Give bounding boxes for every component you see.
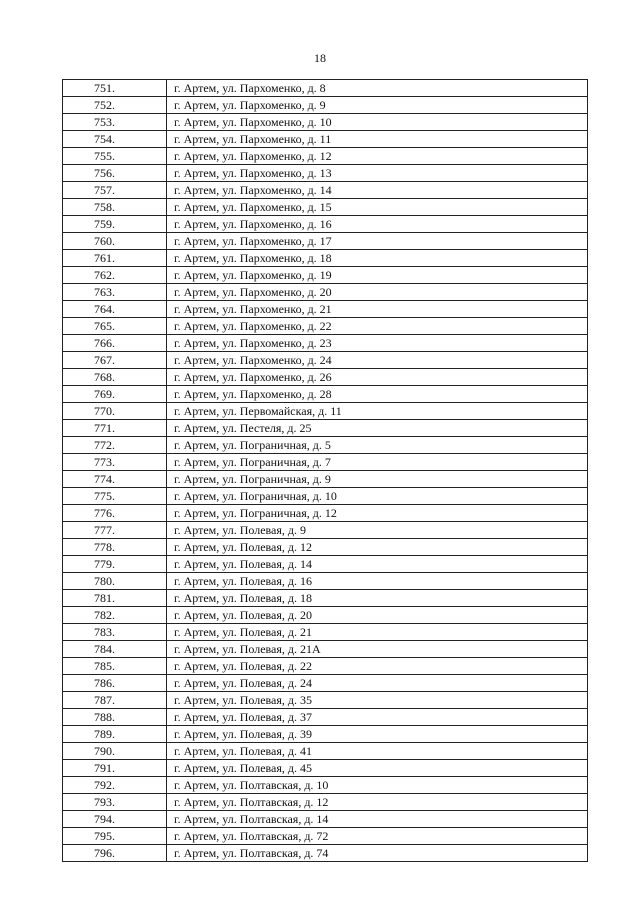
row-number-cell: 774. [63, 471, 167, 488]
address-cell: г. Артем, ул. Пархоменко, д. 16 [167, 216, 588, 233]
address-cell: г. Артем, ул. Пархоменко, д. 15 [167, 199, 588, 216]
row-number-cell: 764. [63, 301, 167, 318]
address-cell: г. Артем, ул. Пограничная, д. 9 [167, 471, 588, 488]
row-number-cell: 771. [63, 420, 167, 437]
row-number-cell: 792. [63, 777, 167, 794]
row-number-cell: 793. [63, 794, 167, 811]
row-number-cell: 754. [63, 131, 167, 148]
table-row [63, 794, 588, 811]
address-cell: г. Артем, ул. Пархоменко, д. 14 [167, 182, 588, 199]
address-cell: г. Артем, ул. Пархоменко, д. 28 [167, 386, 588, 403]
row-number-cell: 796. [63, 845, 167, 862]
table-row [63, 624, 588, 641]
address-cell: г. Артем, ул. Полевая, д. 35 [167, 692, 588, 709]
table-row [63, 97, 588, 114]
address-cell: г. Артем, ул. Пархоменко, д. 21 [167, 301, 588, 318]
row-number-cell: 753. [63, 114, 167, 131]
address-cell: г. Артем, ул. Пестеля, д. 25 [167, 420, 588, 437]
address-cell: г. Артем, ул. Пархоменко, д. 23 [167, 335, 588, 352]
table-row [63, 420, 588, 437]
address-table-body [63, 80, 588, 862]
row-number-cell: 758. [63, 199, 167, 216]
address-cell: г. Артем, ул. Полевая, д. 24 [167, 675, 588, 692]
table-row [63, 114, 588, 131]
row-number-cell: 777. [63, 522, 167, 539]
table-row [63, 233, 588, 250]
table-row [63, 828, 588, 845]
table-row [63, 505, 588, 522]
row-number-cell: 769. [63, 386, 167, 403]
table-row [63, 777, 588, 794]
row-number-cell: 782. [63, 607, 167, 624]
row-number-cell: 785. [63, 658, 167, 675]
table-row [63, 250, 588, 267]
row-number-cell: 756. [63, 165, 167, 182]
table-row [63, 318, 588, 335]
address-cell: г. Артем, ул. Пархоменко, д. 11 [167, 131, 588, 148]
address-cell: г. Артем, ул. Пархоменко, д. 8 [167, 80, 588, 97]
table-row [63, 607, 588, 624]
table-row [63, 760, 588, 777]
row-number-cell: 784. [63, 641, 167, 658]
address-cell: г. Артем, ул. Пархоменко, д. 13 [167, 165, 588, 182]
table-row [63, 182, 588, 199]
address-cell: г. Артем, ул. Пархоменко, д. 12 [167, 148, 588, 165]
row-number-cell: 755. [63, 148, 167, 165]
row-number-cell: 768. [63, 369, 167, 386]
row-number-cell: 757. [63, 182, 167, 199]
row-number-cell: 779. [63, 556, 167, 573]
address-cell: г. Артем, ул. Полевая, д. 41 [167, 743, 588, 760]
address-cell: г. Артем, ул. Полтавская, д. 74 [167, 845, 588, 862]
row-number-cell: 776. [63, 505, 167, 522]
table-row [63, 165, 588, 182]
row-number-cell: 767. [63, 352, 167, 369]
table-row [63, 131, 588, 148]
address-cell: г. Артем, ул. Полевая, д. 16 [167, 573, 588, 590]
table-row [63, 352, 588, 369]
row-number-cell: 778. [63, 539, 167, 556]
row-number-cell: 791. [63, 760, 167, 777]
address-cell: г. Артем, ул. Полевая, д. 21А [167, 641, 588, 658]
address-cell: г. Артем, ул. Полевая, д. 45 [167, 760, 588, 777]
row-number-cell: 788. [63, 709, 167, 726]
table-row [63, 692, 588, 709]
table-row [63, 284, 588, 301]
table-row [63, 743, 588, 760]
table-row [63, 335, 588, 352]
address-cell: г. Артем, ул. Полевая, д. 14 [167, 556, 588, 573]
table-row [63, 369, 588, 386]
address-cell: г. Артем, ул. Пограничная, д. 10 [167, 488, 588, 505]
row-number-cell: 763. [63, 284, 167, 301]
table-row [63, 573, 588, 590]
row-number-cell: 787. [63, 692, 167, 709]
address-cell: г. Артем, ул. Полевая, д. 37 [167, 709, 588, 726]
row-number-cell: 786. [63, 675, 167, 692]
table-row [63, 267, 588, 284]
table-row [63, 386, 588, 403]
table-row [63, 726, 588, 743]
table-row [63, 811, 588, 828]
address-cell: г. Артем, ул. Пограничная, д. 7 [167, 454, 588, 471]
address-cell: г. Артем, ул. Пархоменко, д. 19 [167, 267, 588, 284]
row-number-cell: 751. [63, 80, 167, 97]
address-cell: г. Артем, ул. Пархоменко, д. 9 [167, 97, 588, 114]
table-row [63, 590, 588, 607]
row-number-cell: 759. [63, 216, 167, 233]
address-cell: г. Артем, ул. Пархоменко, д. 26 [167, 369, 588, 386]
table-row [63, 709, 588, 726]
address-cell: г. Артем, ул. Полтавская, д. 12 [167, 794, 588, 811]
table-row [63, 216, 588, 233]
address-cell: г. Артем, ул. Первомайская, д. 11 [167, 403, 588, 420]
table-row [63, 641, 588, 658]
address-table [62, 79, 588, 862]
table-row [63, 148, 588, 165]
row-number-cell: 760. [63, 233, 167, 250]
address-cell: г. Артем, ул. Пархоменко, д. 10 [167, 114, 588, 131]
table-row [63, 80, 588, 97]
table-row [63, 522, 588, 539]
row-number-cell: 795. [63, 828, 167, 845]
address-cell: г. Артем, ул. Пограничная, д. 12 [167, 505, 588, 522]
address-cell: г. Артем, ул. Полевая, д. 18 [167, 590, 588, 607]
address-cell: г. Артем, ул. Полтавская, д. 10 [167, 777, 588, 794]
row-number-cell: 765. [63, 318, 167, 335]
table-row [63, 454, 588, 471]
row-number-cell: 762. [63, 267, 167, 284]
row-number-cell: 761. [63, 250, 167, 267]
table-row [63, 675, 588, 692]
row-number-cell: 772. [63, 437, 167, 454]
address-cell: г. Артем, ул. Пархоменко, д. 18 [167, 250, 588, 267]
table-row [63, 539, 588, 556]
table-row [63, 199, 588, 216]
table-row [63, 488, 588, 505]
address-cell: г. Артем, ул. Пархоменко, д. 24 [167, 352, 588, 369]
address-cell: г. Артем, ул. Полевая, д. 21 [167, 624, 588, 641]
address-cell: г. Артем, ул. Пархоменко, д. 20 [167, 284, 588, 301]
page-number: 18 [314, 51, 326, 65]
address-cell: г. Артем, ул. Полтавская, д. 14 [167, 811, 588, 828]
table-row [63, 556, 588, 573]
address-cell: г. Артем, ул. Полевая, д. 12 [167, 539, 588, 556]
row-number-cell: 770. [63, 403, 167, 420]
table-row [63, 301, 588, 318]
row-number-cell: 783. [63, 624, 167, 641]
address-cell: г. Артем, ул. Полевая, д. 20 [167, 607, 588, 624]
row-number-cell: 752. [63, 97, 167, 114]
row-number-cell: 789. [63, 726, 167, 743]
table-row [63, 658, 588, 675]
address-cell: г. Артем, ул. Пограничная, д. 5 [167, 437, 588, 454]
row-number-cell: 790. [63, 743, 167, 760]
row-number-cell: 775. [63, 488, 167, 505]
row-number-cell: 766. [63, 335, 167, 352]
address-cell: г. Артем, ул. Полевая, д. 39 [167, 726, 588, 743]
row-number-cell: 780. [63, 573, 167, 590]
address-cell: г. Артем, ул. Пархоменко, д. 17 [167, 233, 588, 250]
address-cell: г. Артем, ул. Полевая, д. 22 [167, 658, 588, 675]
table-row [63, 845, 588, 862]
table-row [63, 471, 588, 488]
row-number-cell: 781. [63, 590, 167, 607]
address-cell: г. Артем, ул. Полтавская, д. 72 [167, 828, 588, 845]
address-cell: г. Артем, ул. Полевая, д. 9 [167, 522, 588, 539]
table-row [63, 437, 588, 454]
table-row [63, 403, 588, 420]
row-number-cell: 794. [63, 811, 167, 828]
row-number-cell: 773. [63, 454, 167, 471]
address-cell: г. Артем, ул. Пархоменко, д. 22 [167, 318, 588, 335]
